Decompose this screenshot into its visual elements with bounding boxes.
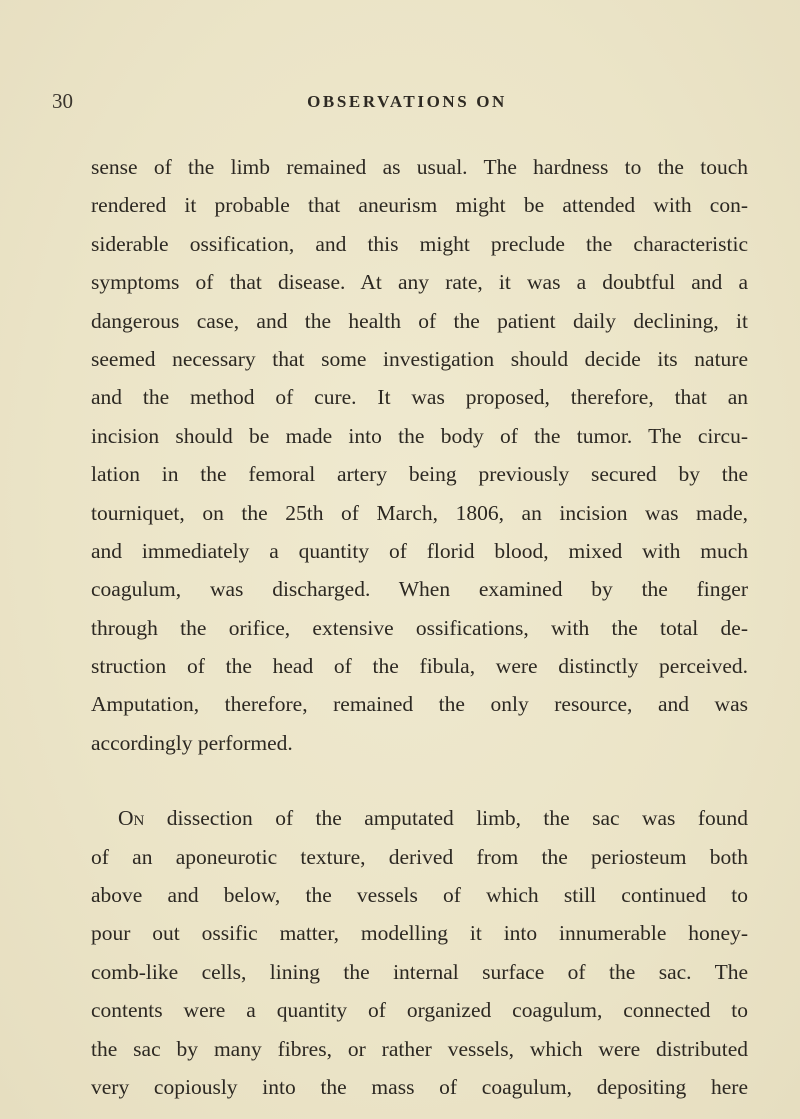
text-line: lation in the femoral artery being previously secured by the xyxy=(91,462,748,487)
text-line: symptoms of that disease. At any rate, it was a doubtful and a xyxy=(91,270,748,295)
text-line: siderable ossification, and this might preclude the characteristic xyxy=(91,231,748,256)
text-line: seemed necessary that some investigation should decide its nature xyxy=(91,346,748,371)
drop-word: On xyxy=(118,806,145,831)
text-line: sense of the limb remained as usual. The hardness to the touch xyxy=(91,155,748,179)
text-line: above and below, the vessels of which still continued to xyxy=(91,883,748,908)
page-number: 30 xyxy=(52,89,73,113)
text-line: the sac by many fibres, or rather vessels, which were distributed xyxy=(91,1036,748,1061)
text-line: struction of the head of the fibula, were distinctly perceived. xyxy=(91,654,748,679)
text-line: coagulum, was discharged. When examined by the finger xyxy=(91,577,748,602)
text-line: incision should be made into the body of the tumor. The circu- xyxy=(91,423,748,448)
running-title: OBSERVATIONS ON xyxy=(307,92,507,111)
text-line: through the orifice, extensive ossifications, with the total de- xyxy=(91,615,748,640)
text-line-first xyxy=(91,799,748,837)
text-line: dangerous case, and the health of the patient daily declining, it xyxy=(91,308,748,333)
text-line: of an aponeurotic texture, derived from the periosteum both xyxy=(91,844,748,869)
paragraph-2 xyxy=(91,799,748,1106)
text-line: rendered it probable that aneurism might be attended with con- xyxy=(91,193,748,218)
page-header xyxy=(0,89,800,119)
text-line: contents were a quantity of organized coagulum, connected to xyxy=(91,998,748,1023)
paragraph-gap xyxy=(91,762,748,799)
text-line: accordingly performed. xyxy=(91,730,293,755)
text-line: tourniquet, on the 25th of March, 1806, an incision was made, xyxy=(91,500,748,525)
text-line: pour out ossific matter, modelling it into innumerable honey- xyxy=(91,921,748,946)
body-text xyxy=(91,148,748,1106)
text-line: Amputation, therefore, remained the only resource, and was xyxy=(91,692,748,717)
text-line: very copiously into the mass of coagulum, depositing here xyxy=(91,1074,748,1099)
text-line: and the method of cure. It was proposed, therefore, that an xyxy=(91,385,748,410)
first-line-text: dissection of the amputated limb, the sac was found xyxy=(144,806,748,831)
text-line: and immediately a quantity of florid blood, mixed with much xyxy=(91,538,748,563)
paragraph-1 xyxy=(91,148,748,762)
text-line: comb-like cells, lining the internal surface of the sac. The xyxy=(91,959,748,984)
